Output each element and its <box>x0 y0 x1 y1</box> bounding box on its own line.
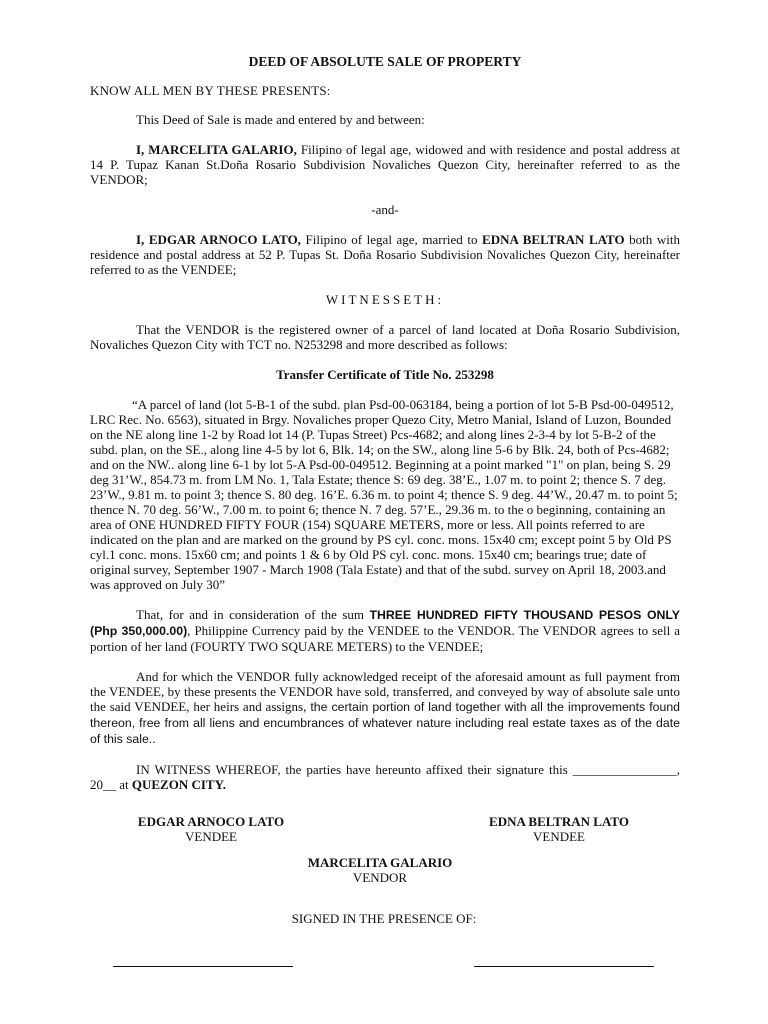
vendor-paragraph <box>90 142 680 187</box>
payment-paragraph <box>90 669 680 747</box>
signature-block-vendor <box>250 855 510 885</box>
consideration-paragraph <box>90 607 680 654</box>
vendee-2-role: VENDEE <box>533 829 585 844</box>
signature-block-vendee-2 <box>429 814 689 844</box>
vendor-details: Filipino of legal age, widowed and with residence and postal address at 14 P. Tupaz Kanan St.Doña Rosario Subdivision Novaliches Quezon City, hereinafter referred to as the VENDOR; <box>90 142 681 187</box>
vendee-1-name: EDGAR ARNOCO LATO <box>137 814 285 829</box>
vendor-role: VENDOR <box>352 870 408 885</box>
vendor-name-signature: MARCELITA GALARIO <box>307 855 453 870</box>
signature-block-vendee-1 <box>81 814 341 844</box>
vendee-2-name: EDNA BELTRAN LATO <box>489 814 629 829</box>
and-separator: -and- <box>371 202 399 217</box>
payment-text-2: the certain portion of land together with all the improvements found thereon, free from all liens and encumbrances of whatever nature including real estate taxes as of the date of this sale.. <box>90 700 680 746</box>
owner-paragraph: That the VENDOR is the registered owner of a parcel of land located at Doña Rosario Subdivision, Novaliches Quezon City with TCT no. N253298 and more described as follows: <box>90 322 680 352</box>
vendee-details-1: Filipino of legal age, married to <box>300 232 483 247</box>
consideration-amount: THREE HUNDRED FIFTY THOUSAND PESOS ONLY (Php 350,000.00) <box>90 608 680 638</box>
vendor-name: I, MARCELITA GALARIO, <box>136 142 297 157</box>
witnesseth-heading: WITNESSETH: <box>325 292 445 307</box>
witness-text: IN WITNESS WHEREOF, the parties have hereunto affixed their signature this ________________, 20__ at <box>90 762 680 792</box>
land-description: “A parcel of land (lot 5-B-1 of the subd. plan Psd-00-063184, being a portion of lot 5-B Psd-00-049512, LRC Rec. No. 6563), situated in Brgy. Novaliches proper Quezo City, Metro Manial, Island of Luzon, Bounded on the NE along line 1-2 by Road lot 14 (P. Tupas Street) Pcs-4682; and along lines 2-3-4 by lot 5-B-2 of the subd. plan, on the SE., along line 4-5 by lot 6, Blk. 14; on the SW., along line 5-6 by Blk. 24, both of Pcs-4682; and on the NW.. along line 6-1 by lot 5-A Psd-00-049512. Beginning at a point marked "1" on plan, being S. 29 deg 31’W., 854.73 m. from LM No. 1, Tala Estate; thence S: 69 deg. 38’E., 1.07 m. to point 2; thence S. 7 deg. 23’W., 9.81 m. to point 3; thence S. 80 deg. 16’E. 6.36 m. to point 4; thence S. 9 deg. 44’W., 20.47 m. to point 5; thence N. 70 deg. 56’W., 7.00 m. to point 6; thence N. 7 deg. 57’E., 29.36 m. to the o beginning, containing an area of ONE HUNDRED FIFTY FOUR (154) SQUARE METERS, more or less. All points referred to are indicated on the plan and are marked on the ground by PS cyl. conc. mons. 15x40 cm; except point 5 by Old PS cyl.1 conc. mons. 15x60 cm; and points 1 & 6 by Old PS cyl. conc. mons. 15x40 cm; bearings true; date of original survey, September 1907 - March 1908 (Tala Estate) and that of the subd. survey on April 18, 2003.and was approved on July 30” <box>90 397 678 592</box>
witness-signature-line-1 <box>113 966 293 967</box>
vendee-paragraph <box>90 232 680 277</box>
intro-paragraph: This Deed of Sale is made and entered by and between: <box>136 112 425 127</box>
document-title: DEED OF ABSOLUTE SALE OF PROPERTY <box>248 54 522 69</box>
vendee-1-role: VENDEE <box>185 829 237 844</box>
tct-heading: Transfer Certificate of Title No. 253298 <box>276 367 494 382</box>
witness-paragraph <box>90 762 680 792</box>
know-all-heading: KNOW ALL MEN BY THESE PRESENTS: <box>90 83 331 98</box>
consideration-text-2: , Philippine Currency paid by the VENDEE to the VENDOR. The VENDOR agrees to sell a portion of her land (FOURTY TWO SQUARE METERS) to the VENDEE; <box>90 623 680 654</box>
witness-signature-line-2 <box>474 966 654 967</box>
vendee-details-2: both with residence and postal address at 52 P. Tupas St. Doña Rosario Subdivision Novaliches Quezon City, hereinafter referred to as the VENDEE; <box>90 232 680 277</box>
witness-place: QUEZON CITY. <box>131 777 227 792</box>
consideration-text-1: That, for and in consideration of the sum <box>136 607 370 622</box>
payment-text-1: And for which the VENDOR fully acknowledged receipt of the aforesaid amount as full payment from the VENDEE, by these presents the VENDOR have sold, transferred, and conveyed by way of absolute sale unto the said VENDEE, her heirs and assigns, <box>90 669 680 714</box>
vendee-name: I, EDGAR ARNOCO LATO, <box>136 232 301 247</box>
signed-in-presence-heading: SIGNED IN THE PRESENCE OF: <box>291 911 477 926</box>
vendee-spouse-name: EDNA BELTRAN LATO <box>482 232 625 247</box>
